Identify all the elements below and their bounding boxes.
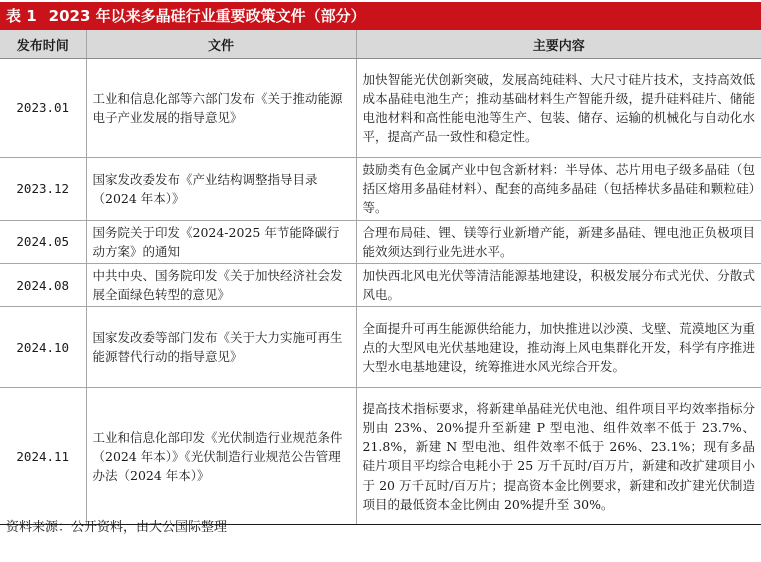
row-document: 中共中央、国务院印发《关于加快经济社会发展全面绿色转型的意见》 xyxy=(86,264,356,307)
column-header-content: 主要内容 xyxy=(356,30,761,59)
row-date: 2024.08 xyxy=(0,264,86,307)
table-row xyxy=(0,220,761,263)
table-row xyxy=(0,264,761,307)
row-content: 合理布局硅、锂、镁等行业新增产能，新建多晶硅、锂电池正负极项目能效须达到行业先进水平。 xyxy=(356,220,761,263)
table-title-bar xyxy=(0,2,761,30)
row-document: 工业和信息化部印发《光伏制造行业规范条件（2024 年本）》《光伏制造行业规范公告管理办法（2024 年本）》 xyxy=(86,388,356,525)
table-row xyxy=(0,388,761,525)
row-content: 加快智能光伏创新突破，发展高纯硅料、大尺寸硅片技术，支持高效低成本晶硅电池生产；推动基础材料生产智能升级，提升硅料硅片、储能电池材料和高性能电池等生产、包装、储存、运输的机械化与自动化水平，提高产品一致性和稳定性。 xyxy=(356,59,761,158)
row-date: 2023.01 xyxy=(0,59,86,158)
table-row xyxy=(0,158,761,221)
policy-table xyxy=(0,30,761,525)
row-content: 加快西北风电光伏等清洁能源基地建设，积极发展分布式光伏、分散式风电。 xyxy=(356,264,761,307)
source-note: 资料来源：公开资料，由大公国际整理 xyxy=(6,520,228,535)
table-row xyxy=(0,59,761,158)
row-document: 国家发改委等部门发布《关于大力实施可再生能源替代行动的指导意见》 xyxy=(86,307,356,388)
row-content: 鼓励类有色金属产业中包含新材料：半导体、芯片用电子级多晶硅（包括区熔用多晶硅材料）、配套的高纯多晶硅（包括棒状多晶硅和颗粒硅）等。 xyxy=(356,158,761,221)
row-date: 2024.11 xyxy=(0,388,86,525)
table-header-row xyxy=(0,30,761,59)
column-header-date: 发布时间 xyxy=(0,30,86,59)
row-date: 2024.05 xyxy=(0,220,86,263)
row-date: 2023.12 xyxy=(0,158,86,221)
row-document: 工业和信息化部等六部门发布《关于推动能源电子产业发展的指导意见》 xyxy=(86,59,356,158)
row-document: 国家发改委发布《产业结构调整指导目录（2024 年本）》 xyxy=(86,158,356,221)
table-title: 2023 年以来多晶硅行业重要政策文件（部分） xyxy=(48,7,366,25)
column-header-document: 文件 xyxy=(86,30,356,59)
table-label: 表 1 xyxy=(6,7,37,25)
table-row xyxy=(0,307,761,388)
row-content: 提高技术指标要求，将新建单晶硅光伏电池、组件项目平均效率指标分别由 23%、20%提升至新建 P 型电池、组件效率不低于 23.7%、21.8%，新建 N 型电池、组件效率不低于 26%、23.1%；现有多晶硅片项目平均综合电耗小于 25 万千瓦时/百万片，新建和改扩建项目小于 20 万千瓦时/百万片；提高资本金比例要求，新建和改扩建光伏制造项目的最低资本金比例由 20%提升至 30%。 xyxy=(356,388,761,525)
row-document: 国务院关于印发《2024-2025 年节能降碳行动方案》的通知 xyxy=(86,220,356,263)
row-content: 全面提升可再生能源供给能力，加快推进以沙漠、戈壁、荒漠地区为重点的大型风电光伏基地建设，推动海上风电集群化开发，科学有序推进大型水电基地建设，统筹推进水风光综合开发。 xyxy=(356,307,761,388)
row-date: 2024.10 xyxy=(0,307,86,388)
